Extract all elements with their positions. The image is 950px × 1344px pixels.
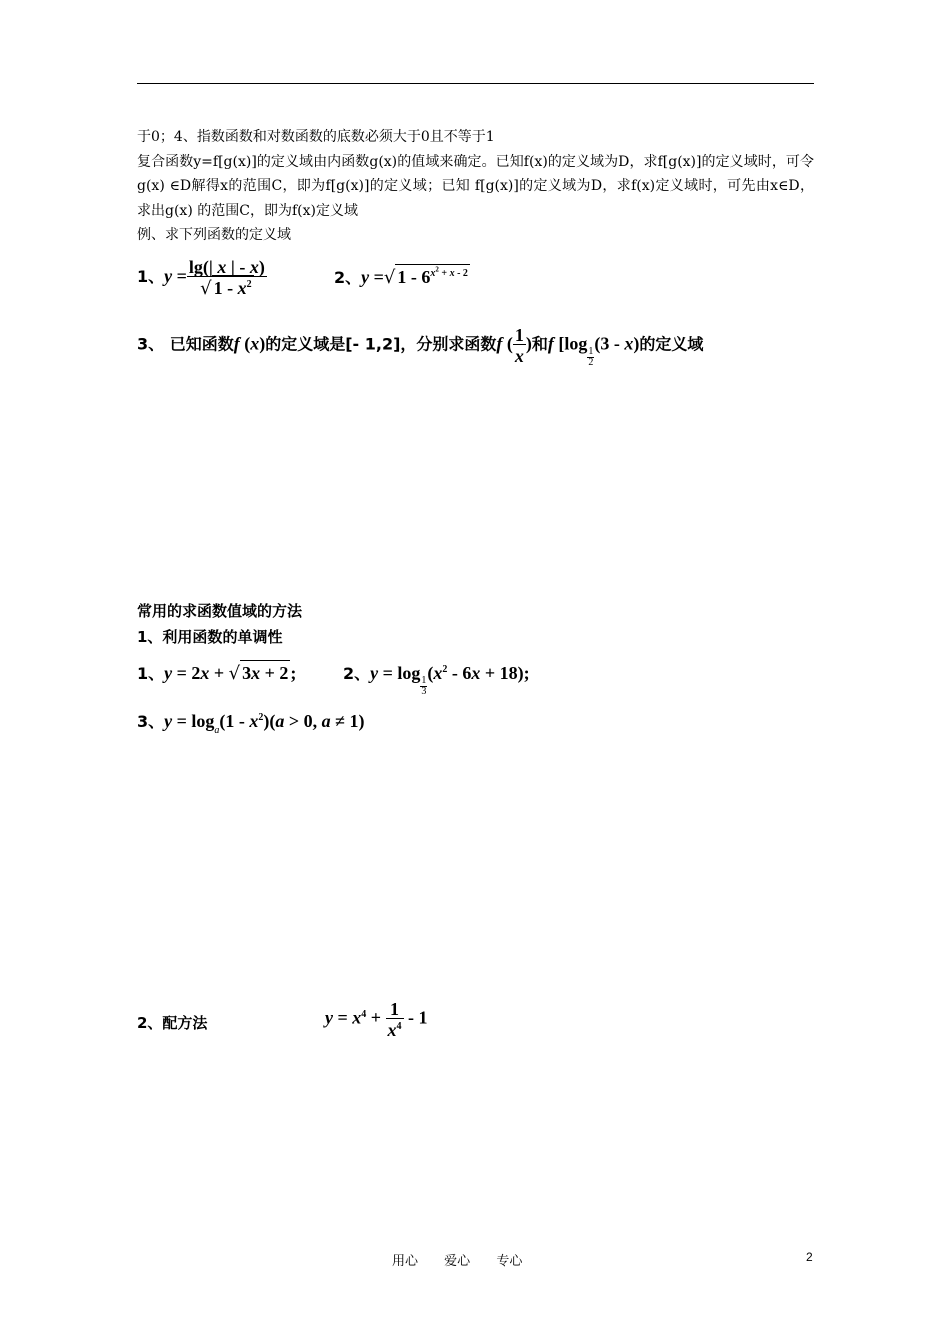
range-example-1: 1、y = 2x + √ 3x + 2 ; [137,664,296,683]
fraction: $\frac{\lg(| x | - x)}{√ 1 - x^2}$ [188,257,265,299]
intro-line-3: 例、求下列函数的定义域 [137,227,291,243]
domain-example-2: 2、y =√ $1 - 6^{x^2 + x - 2}$ [334,265,468,288]
page-number: 2 [806,1250,813,1264]
intro-line-2: 复合函数y=f[g(x)]的定义域由内函数g(x)的值域来确定。已知f(x)的定义域为D，求f[g(x)]的定义域时，可令g(x) ∈D解得x的范围C，即为f[g(x)]的定义域；已知 f[g(x)]的定义域为D，求f(x)定义域时，可先由x∈D，求出g(x) 的范围C，即为f(x)定义域 [137,153,814,219]
footer-motto [392,1250,544,1269]
method-1-heading: 1、利用函数的单调性 [137,628,283,646]
range-example-3: 3、$y = \log_a(1 - x^2)(a > 0$, a ≠ 1) [137,711,365,736]
range-example-2: 2、y = log $\frac{1}{3}$ $(x^2 - 6x + 18)$; [343,663,530,698]
header-rule [137,83,814,84]
footer-item-3: 专心 [496,1254,523,1269]
intro-paragraph [137,125,814,248]
intro-line-1: 于0；4、指数函数和对数函数的底数必须大于0且不等于1 [137,129,495,145]
footer-item-2: 爱心 [444,1254,471,1269]
method-2-heading: 2、配方法 [137,1014,208,1032]
domain-example-3: 3、 已知函数f (x)的定义域是[- 1,2]，分别求函数f ( $\frac{1}{x}$ )和f [log $\frac{1}{2}$ (3 - x)的定义域 [137,325,704,368]
domain-example-1: 1、y = $\frac{\lg(| x | - x)}{√ 1 - x^2}$ [137,257,265,299]
range-methods-heading: 常用的求函数值域的方法 [137,602,303,620]
range-example-4: $y = x^4$ + $\frac{1}{x^4}$ - 1 [325,999,428,1040]
footer-item-1: 用心 [392,1254,419,1269]
